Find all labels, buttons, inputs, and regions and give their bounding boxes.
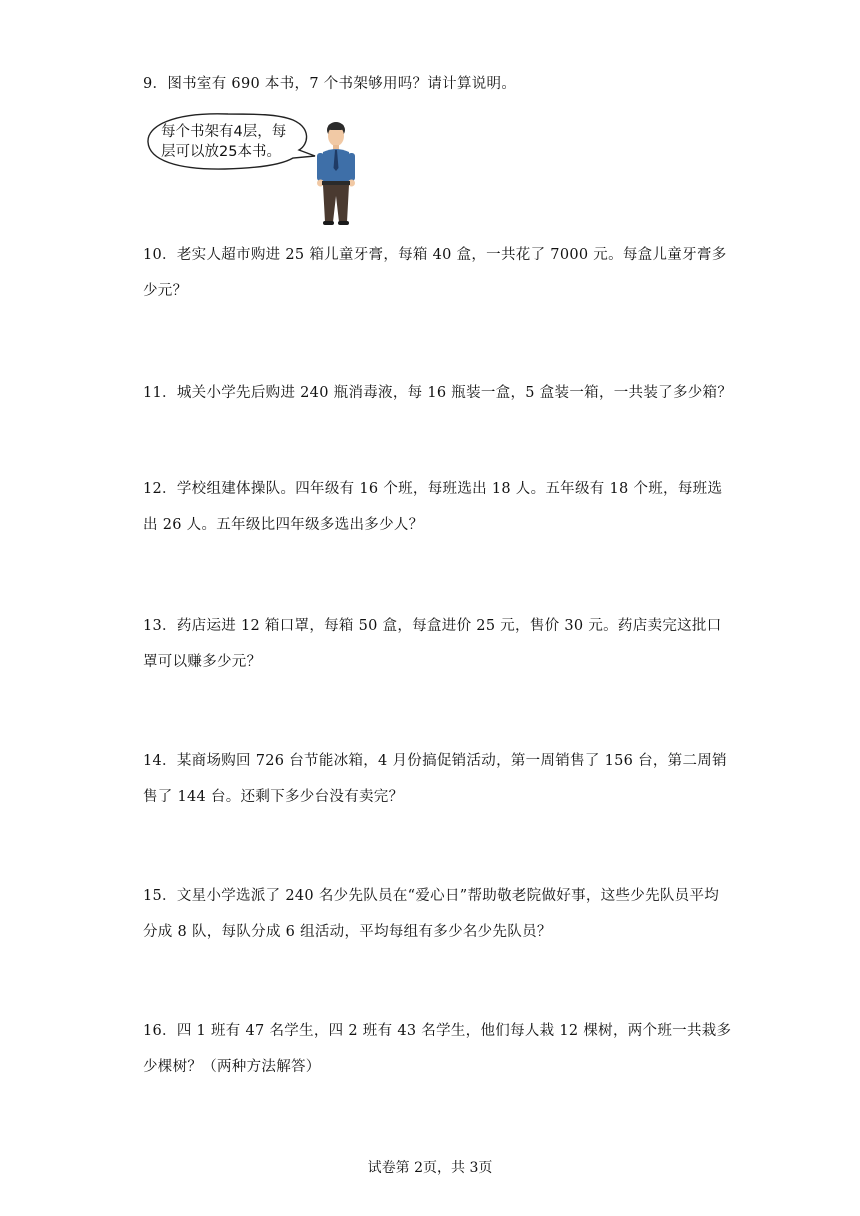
question-14: 14．某商场购回 726 台节能冰箱，4 月份搞促销活动，第一周销售了 156 台，第二周销售了 144 台。还剩下多少台没有卖完？	[143, 753, 727, 805]
question-10: 10．老实人超市购进 25 箱儿童牙膏，每箱 40 盒，一共花了 7000 元。每盒儿童牙膏多少元？	[143, 247, 727, 299]
man-figure-icon	[317, 122, 355, 225]
question-16: 16．四 1 班有 47 名学生，四 2 班有 43 名学生，他们每人栽 12 棵树，两个班一共栽多少棵树？（两种方法解答）	[143, 1023, 732, 1075]
speech-bubble-line-1: 每个书架有4层，每	[161, 124, 287, 140]
question-15: 15．文星小学选派了 240 名少先队员在“爱心日”帮助敬老院做好事，这些少先队员平均分成 8 队，每队分成 6 组活动，平均每组有多少名少先队员？	[143, 888, 720, 940]
page-footer: 试卷第 2页，共 3页	[367, 1160, 493, 1176]
question-13: 13．药店运进 12 箱口罩，每箱 50 盒，每盒进价 25 元，售价 30 元。药店卖完这批口罩可以赚多少元？	[143, 618, 722, 670]
speech-bubble-text	[161, 122, 301, 162]
question-9: 9．图书室有 690 本书，7 个书架够用吗？请计算说明。	[143, 76, 517, 92]
speech-bubble-line-2: 层可以放25本书。	[161, 144, 281, 160]
question-9-illustration	[143, 108, 373, 228]
question-11: 11．城关小学先后购进 240 瓶消毒液，每 16 瓶装一盒，5 盒装一箱，一共装了多少箱？	[143, 385, 733, 401]
question-12: 12．学校组建体操队。四年级有 16 个班，每班选出 18 人。五年级有 18 个班，每班选出 26 人。五年级比四年级多选出多少人？	[143, 481, 723, 533]
